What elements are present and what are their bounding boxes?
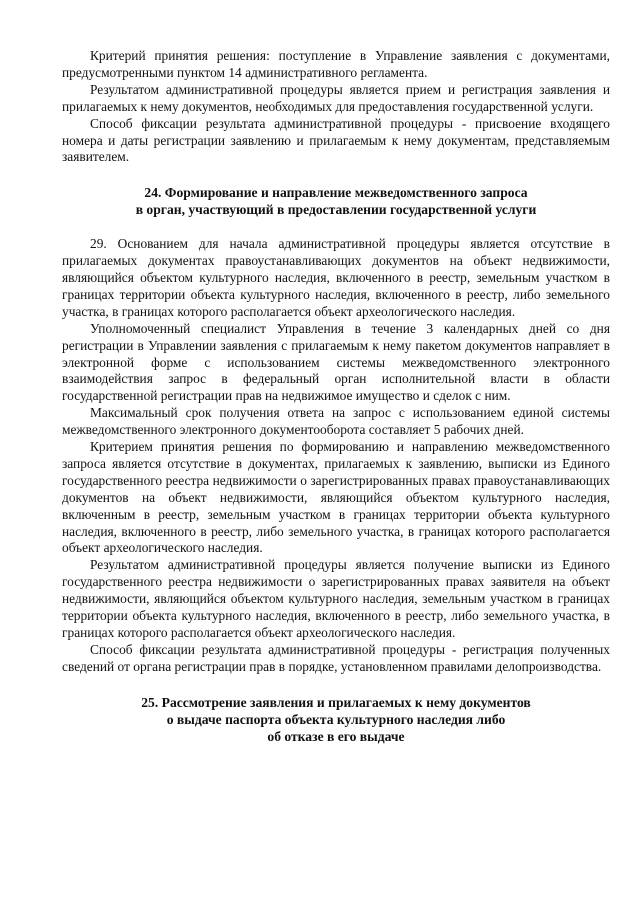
paragraph-29-grounds: 29. Основанием для начала административной процедуры является отсутствие в прилагаемых документах правоустанавливающих документов на объект недвижимости, являющийся объектом культурного наследия, включенного в реестр, земельным участком в границах территории объекта культурного наследия, включенного в реестр, либо земельного участка, в границах которого располагается объект археологического наследия. (62, 236, 610, 319)
paragraph-result-fixation: Способ фиксации результата административной процедуры - присвоение входящего номера и даты регистрации заявлению и прилагаемым к нему документам, представляемым заявителем. (62, 115, 610, 165)
paragraph-procedure-result: Результатом административной процедуры является прием и регистрация заявления и прилагаемых к нему документов, необходимых для предоставления государственной услуги. (62, 81, 610, 114)
section-heading-25 (62, 695, 610, 746)
spacer (62, 676, 610, 695)
paragraph-max-response-time: Максимальный срок получения ответа на запрос с использованием единой системы межведомственного электронного документооборота составляет 5 рабочих дней. (62, 405, 610, 438)
spacer (62, 219, 610, 236)
section-heading-24-line1: 24. Формирование и направление межведомственного запроса (144, 185, 528, 201)
section-heading-24 (62, 185, 610, 219)
paragraph-request-result: Результатом административной процедуры является получение выписки из Единого государственного реестра недвижимости о зарегистрированных правах заявителя на объект недвижимости, являющийся объектом культурного наследия, земельным участком в границах территории объекта культурного наследия, включенного в реестр, либо земельного участка, в границах которого располагается объект археологического наследия. (62, 557, 610, 640)
document-body (62, 48, 610, 745)
paragraph-request-fixation: Способ фиксации результата административной процедуры - регистрация полученных сведений от органа регистрации прав в порядке, установленном правилами делопроизводства. (62, 641, 610, 674)
paragraph-specialist-request: Уполномоченный специалист Управления в течение 3 календарных дней со дня регистрации в Управлении заявления с прилагаемым к нему пакетом документов направляет в электронной форме с использованием системы межведомственного электронного взаимодействия запрос в федеральный орган исполнительной власти в области государственной регистрации прав на недвижимое имущество и сделок с ним. (62, 320, 610, 404)
paragraph-decision-criterion: Критерий принятия решения: поступление в Управление заявления с документами, предусмотренными пунктом 14 административного регламента. (62, 48, 610, 80)
paragraph-request-criterion: Критерием принятия решения по формированию и направлению межведомственного запроса является отсутствие в документах, прилагаемых к заявлению, выписки из Единого государственного реестра недвижимости о зарегистрированных правах правоустанавливающих документов на объект недвижимости, являющийся объектом культурного наследия, включенным в реестр, земельным участком в границах территории объекта культурного наследия, включенного в реестр, либо земельного участка, в границах которого располагается объект археологического наследия. (62, 439, 610, 556)
section-heading-25-line1: 25. Рассмотрение заявления и прилагаемых к нему документов (141, 694, 531, 710)
section-heading-25-line3: об отказе в его выдаче (267, 728, 405, 744)
section-heading-25-line2: о выдаче паспорта объекта культурного наследия либо (166, 711, 506, 727)
section-heading-24-line2: в орган, участвующий в предоставлении государственной услуги (135, 202, 537, 218)
spacer (62, 166, 610, 185)
